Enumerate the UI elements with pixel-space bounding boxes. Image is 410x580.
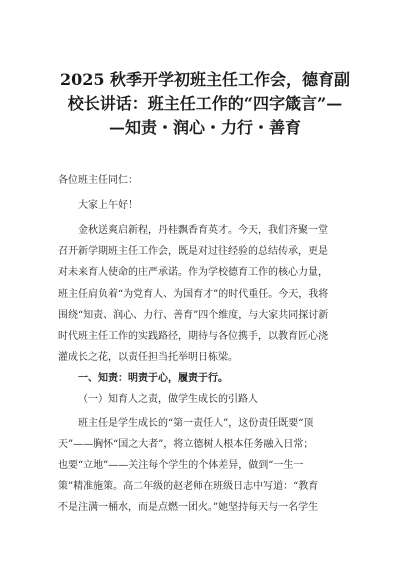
- intro-line: 召开新学期班主任工作会，既是对过往经验的总结传承，更是: [58, 246, 328, 257]
- section-heading: 一、知责：明责于心，履责于行。: [78, 373, 228, 384]
- title-line: —知责・润心・力行・善育: [108, 118, 301, 137]
- intro-line: 灌成长之花，以责任担当托举明日栋梁。: [58, 352, 238, 363]
- intro-line: 对未来育人使命的庄严承诺。作为学校德育工作的核心力量，: [58, 267, 328, 278]
- subsection-heading: （一）知育人之责，做学生成长的引路人: [78, 394, 258, 405]
- document-title: [40, 68, 370, 140]
- intro-line: 班主任肩负着“为党育人、为国育才”的时代重任。今天，我将: [58, 289, 329, 300]
- title-line: 2025 秋季开学初班主任工作会，德育副: [59, 70, 351, 89]
- title-line: 校长讲话：班主任工作的“四字箴言”—: [67, 94, 343, 113]
- intro-line: 围绕“知责、润心、力行、善育”四个维度，与大家共同探讨新: [58, 310, 329, 321]
- paragraph-line: 不是注满一桶水，而是点燃一团火。”她坚持每天与一名学生: [58, 502, 319, 513]
- paragraph-line: 班主任是学生成长的“第一责任人”，这份责任既要“顶: [78, 418, 314, 429]
- salutation: 各位班主任同仁：: [58, 175, 138, 186]
- paragraph-line: 策”精准施策。高二年级的赵老师在班级日志中写道：“教育: [58, 481, 319, 492]
- greeting: 大家上午好！: [78, 200, 138, 211]
- intro-line: 时代班主任工作的实践路径，期待与各位携手，以教育匠心浇: [58, 331, 328, 342]
- paragraph-line: 天”——胸怀“国之大者”，将立德树人根本任务融入日常；: [58, 439, 314, 450]
- intro-line: 金秋送爽启新程，丹桂飘香育英才。今天，我们齐聚一堂: [78, 225, 328, 236]
- paragraph-line: 也要“立地”——关注每个学生的个体差异，做到“一生一: [58, 460, 304, 471]
